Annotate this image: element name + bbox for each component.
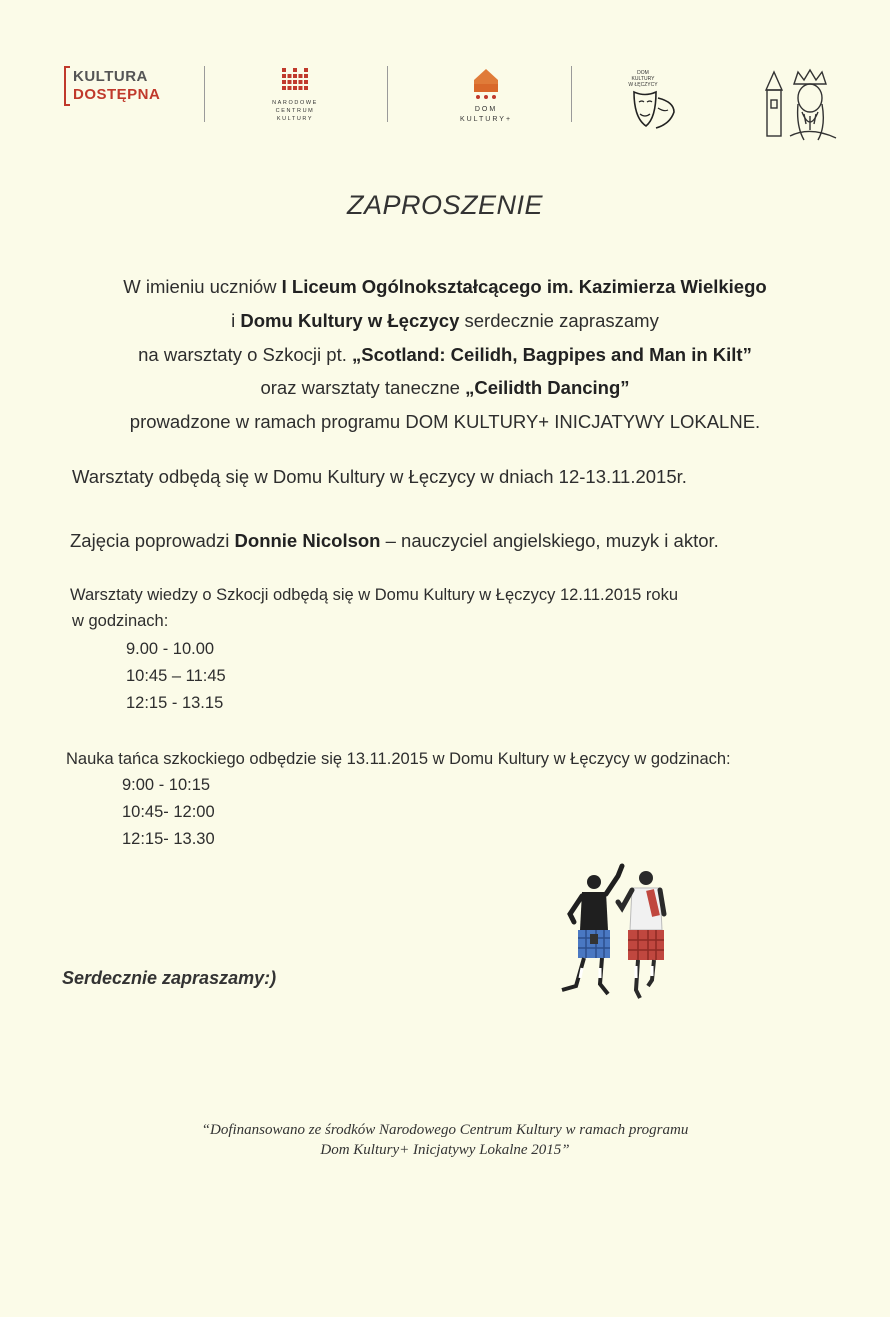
workshop2-time: 9:00 - 10:15 <box>122 776 211 794</box>
dates-line: Warsztaty odbędą się w Domu Kultury w Łęczycy w dniach 12-13.11.2015r. <box>72 466 687 487</box>
dk-line2: KULTURY+ <box>459 116 513 123</box>
workshop2-line1: Nauka tańca szkockiego odbędzie się 13.11.2015 w Domu Kultury w Łęczycy w godzinach: <box>66 750 731 768</box>
workshop-title: „Scotland: Ceilidh, Bagpipes and Man in Kilt” <box>352 344 752 365</box>
theatre-mask-icon <box>628 88 680 130</box>
dom-kultury-plus-logo <box>450 66 522 128</box>
scottish-dancers-illustration <box>552 858 676 1002</box>
culture-house-name: Domu Kultury w Łęczycy <box>240 310 460 331</box>
intro-line-5: prowadzone w ramach programu DOM KULTURY+ INICJATYWY LOKALNE. <box>129 411 761 432</box>
dkl-line1: DOM KULTURY <box>631 70 655 82</box>
footer-line2: Dom Kultury+ Inicjatywy Lokalne 2015” <box>320 1142 570 1158</box>
footer-line1: “Dofinansowano ze środków Narodowego Centrum Kultury w ramach programu <box>201 1122 689 1138</box>
dk-line1: DOM <box>474 106 498 113</box>
logo-divider <box>387 66 388 122</box>
kultura-dostepna-line1: KULTURA <box>73 68 148 85</box>
closing-text: Serdecznie zapraszamy:) <box>62 968 277 988</box>
dom-kultury-leczyca-logo <box>628 70 680 126</box>
kultura-dostepna-line2: DOSTĘPNA <box>73 86 161 103</box>
bracket-icon <box>64 66 70 106</box>
dancers-icon <box>552 858 676 1002</box>
workshop1-time: 9.00 - 10.00 <box>126 640 215 658</box>
workshop1-time: 12:15 - 13.15 <box>126 694 224 712</box>
workshop2-time: 12:15- 13.30 <box>122 830 215 848</box>
narodowe-centrum-kultury-logo <box>268 66 322 124</box>
dance-workshop-title: „Ceilidth Dancing” <box>465 377 630 398</box>
intro-line-2-pre: i <box>231 310 241 331</box>
intro-line-3-pre: na warsztaty o Szkocji pt. <box>138 344 353 365</box>
school-name: I Liceum Ogólnokształcącego im. Kazimierza Wielkiego <box>281 276 767 297</box>
page-title: ZAPROSZENIE <box>346 190 544 220</box>
workshop1-line1: Warsztaty wiedzy o Szkocji odbędą się w Domu Kultury w Łęczycy 12.11.2015 roku <box>70 586 679 604</box>
intro-line-4 <box>0 377 890 399</box>
instructor-post: – nauczyciel angielskiego, muzyk i aktor. <box>380 530 719 551</box>
instructor-line <box>70 530 719 552</box>
instructor-pre: Zajęcia poprowadzi <box>70 530 235 551</box>
nck-line3: KULTURY <box>276 116 314 122</box>
intro-line-3 <box>0 344 890 366</box>
intro-line-2 <box>0 310 890 332</box>
intro-line-1-text: W imieniu uczniów <box>123 276 282 297</box>
nck-line1: NARODOWE <box>272 100 318 106</box>
workshop2-time: 10:45- 12:00 <box>122 803 215 821</box>
king-tower-icon <box>760 66 846 146</box>
logo-divider <box>571 66 572 122</box>
kultura-dostepna-logo <box>64 64 161 108</box>
intro-line-4-pre: oraz warsztaty taneczne <box>260 377 466 398</box>
instructor-name: Donnie Nicolson <box>234 530 381 551</box>
house-icon <box>470 66 502 100</box>
crown-grid-icon <box>280 66 310 94</box>
dkl-line2: W ŁĘCZYCY <box>628 82 658 88</box>
workshop1-time: 10:45 – 11:45 <box>126 667 226 685</box>
logo-divider <box>204 66 205 122</box>
nck-line2: CENTRUM <box>275 108 315 114</box>
workshop1-line2: w godzinach: <box>72 612 169 630</box>
intro-line-2-post: serdecznie zapraszamy <box>459 310 659 331</box>
intro-line-1 <box>0 276 890 298</box>
king-emblem-logo <box>760 66 846 146</box>
